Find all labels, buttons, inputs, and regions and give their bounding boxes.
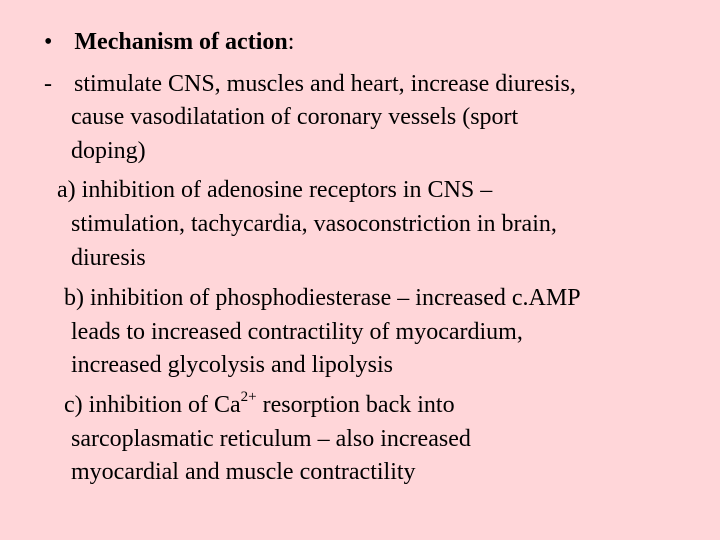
point-a-text-2: stimulation, tachycardia, vasoconstriction in brain,	[71, 211, 557, 237]
point-c-text-2: sarcoplasmatic reticulum – also increased	[71, 426, 471, 452]
point-b-line-2	[71, 318, 523, 346]
point-c-line-2	[71, 425, 471, 453]
intro-line-2	[71, 103, 518, 131]
calcium-charge-superscript: 2+	[240, 389, 257, 405]
section-heading: Mechanism of action	[74, 29, 288, 55]
intro-text-2: cause vasodilatation of coronary vessels (sport	[71, 104, 519, 130]
point-a-line-2	[71, 210, 557, 238]
heading-colon: :	[287, 29, 295, 55]
bullet-icon: •	[44, 29, 53, 55]
point-b-text-3: increased glycolysis and lipolysis	[71, 352, 393, 378]
point-c-text-3: myocardial and muscle contractility	[71, 459, 416, 485]
intro-text-3: doping)	[71, 138, 146, 164]
point-a-line-1	[57, 176, 492, 204]
point-c-text-1-pre: c) inhibition of Ca	[64, 392, 241, 418]
point-b-line-1	[64, 284, 581, 312]
point-b-text-2: leads to increased contractility of myocardium,	[71, 319, 523, 345]
point-c-line-1	[64, 391, 455, 419]
point-a-line-3	[71, 244, 146, 272]
point-c-text-1-post: resorption back into	[256, 392, 455, 418]
point-a-text-3: diuresis	[71, 245, 146, 271]
intro-line-1	[44, 70, 576, 98]
intro-line-3	[71, 137, 146, 165]
heading-line	[44, 28, 294, 56]
dash-marker: -	[44, 71, 52, 97]
point-a-text-1: a) inhibition of adenosine receptors in CNS –	[57, 177, 493, 203]
point-b-text-1: b) inhibition of phosphodiesterase – increased c.AMP	[64, 285, 581, 311]
point-b-line-3	[71, 351, 393, 379]
point-c-line-3	[71, 458, 416, 486]
intro-text-1: stimulate CNS, muscles and heart, increase diuresis,	[74, 71, 576, 97]
